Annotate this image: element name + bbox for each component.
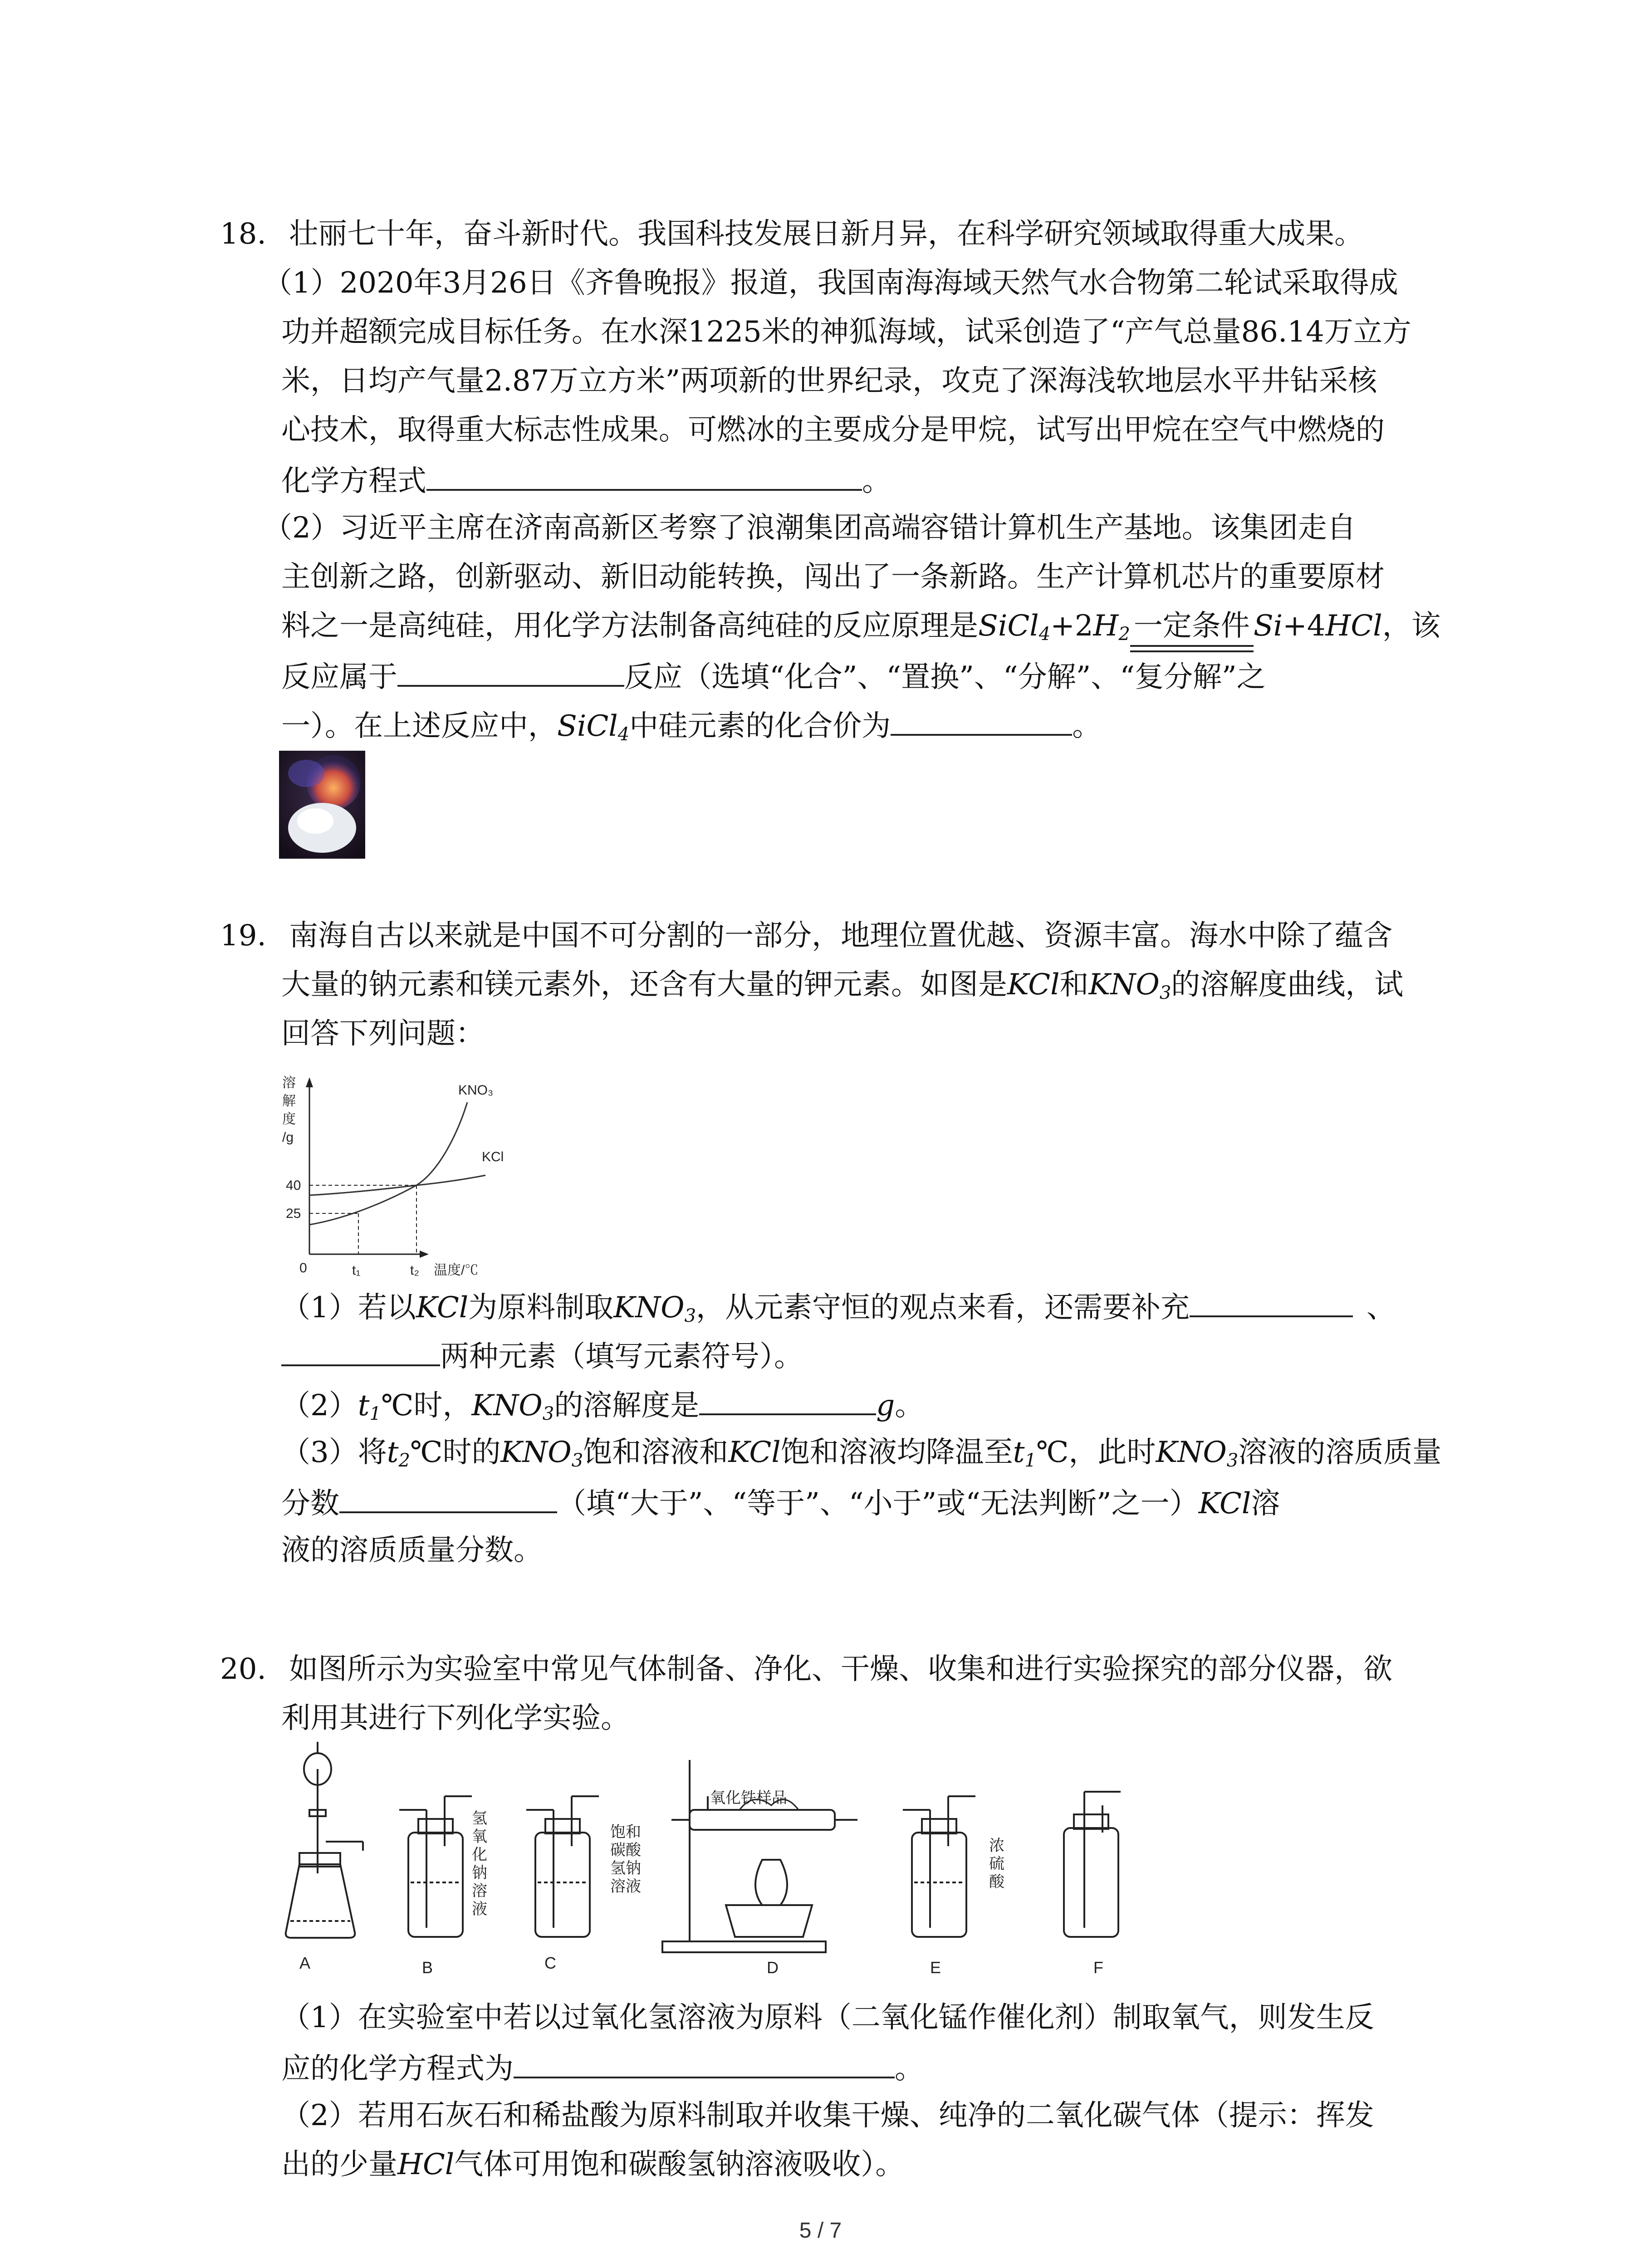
xtick-t2: t₂ [410,1263,419,1278]
q18-intro: 壮丽七十年，奋斗新时代。我国科技发展日新月异，在科学研究领域取得重大成果。 [289,217,1364,251]
q18-p2-text: 料之一是高纯硅，用化学方法制备高纯硅的反应原理是 [281,609,978,643]
q19-text: 大量的钠元素和镁元素外，还含有大量的钾元素。如图是 [281,968,1007,1002]
chart-ylabel-4: /g [282,1130,294,1145]
q20-s1-period: 。 [895,2052,924,2086]
chart-ylabel-3: 度 [282,1112,296,1127]
apparatus-a [286,1742,363,1938]
formula-kno3-4: $KNO_3$ [500,1436,583,1471]
formula-si: Si [1253,609,1283,643]
apparatus-b [399,1796,472,1937]
q19-solubility-blank[interactable] [699,1382,876,1415]
q19-s3-line-2 [281,1480,1280,1525]
q20-line-2: 利用其进行下列化学实验。 [281,1701,630,1735]
q18-p2-text2: 一）。在上述反应中， [281,709,557,743]
q20-s1-line-2 [281,2045,924,2091]
b-label-2: 氧 [472,1828,487,1845]
coef-2: +2 [1050,609,1093,643]
q18-p2-line-1: （2）习近平主席在济南高新区考察了浪潮集团高端容错计算机生产基地。该集团走自 [263,511,1356,545]
origin-label: 0 [299,1261,307,1276]
q20-s2-text: 出的少量 [281,2148,397,2181]
apparatus-f [1064,1792,1121,1937]
kno3-curve [309,1102,467,1225]
q18-p1-line-2: 功并超额完成目标任务。在水深1225米的神狐海域，试采创造了“产气总量86.14万立方 [281,315,1411,349]
q20-s2-line-2 [281,2143,904,2186]
c-label-4: 溶液 [610,1878,641,1895]
q18-p2-line-3 [281,604,1440,656]
solubility-chart [272,1064,526,1281]
b-label-5: 溶 [472,1882,487,1900]
c-label-2: 碳酸 [610,1842,641,1859]
q20-s2-line-1: （2）若用石灰石和稀盐酸为原料制取并收集干燥、纯净的二氧化碳气体（提示：挥发 [281,2099,1374,2132]
ytick-40: 40 [286,1178,301,1193]
q18-p2-line-4 [281,653,1266,699]
b-label-1: 氢 [472,1810,487,1827]
label-a: A [299,1954,311,1972]
q19-s1-line-2 [281,1333,803,1378]
temp-t1: $t_1$ [358,1389,381,1424]
q19-s1-text2: ，从元素守恒的观点来看，还需要补充 [696,1291,1190,1325]
formula-kno3-3: $KNO_3$ [471,1389,554,1424]
combustible-ice-photo [279,751,365,859]
apparatus-c [526,1796,599,1937]
q18-p2-text3: 中硅元素的化合价为 [629,709,891,743]
formula-h2: $H_2$ [1093,609,1130,645]
formula-sicl4: SiCl$_4$ [978,609,1051,645]
q19-text2: 的溶解度曲线，试 [1171,968,1404,1002]
q18-p1-line-5 [281,457,891,503]
apparatus-diagram [272,1742,1157,1996]
q18-number: 18. [220,217,266,251]
kno3-label: KNO₃ [458,1083,494,1098]
q20-s1-line-1: （1）在实验室中若以过氧化氢溶液为原料（二氧化锰作催化剂）制取氧气，则发生反 [281,2001,1374,2034]
formula-kcl-4: KCl [1198,1487,1251,1520]
label-d: D [767,1958,779,1977]
q18-p2-line-2: 主创新之路，创新驱动、新旧动能转换，闯出了一条新路。生产计算机芯片的重要原材 [281,560,1385,594]
y-axis-arrow [306,1077,313,1087]
q20-intro: 如图所示为实验室中常见气体制备、净化、干燥、收集和进行实验探究的部分仪器，欲 [289,1652,1393,1686]
q18-p2-line-5 [281,702,1101,756]
q18-p1-period: 。 [862,464,891,498]
coef-4: +4 [1283,609,1326,643]
q19-s1-label: （1）若以 [281,1291,416,1325]
q20-s2-text2: 气体可用饱和碳酸氢钠溶液吸收）。 [454,2148,905,2181]
temp-t1-2: $t_1$ [1013,1436,1036,1471]
q19-s3-line-3: 液的溶质质量分数。 [281,1534,543,1567]
label-c: C [544,1954,556,1972]
q20-equation-blank[interactable] [514,2045,895,2078]
q19-s2-text: ℃时， [381,1389,472,1422]
q18-p2-tail: ，该 [1382,609,1440,643]
temp-t2: $t_2$ [387,1436,410,1471]
q19-s3-text3: 饱和溶液均降温至 [780,1436,1013,1469]
q20-number: 20. [220,1652,266,1686]
xtick-t1: t₁ [352,1263,361,1278]
q19-s3-text6: 分数 [281,1487,339,1520]
b-label-4: 钠 [472,1864,487,1882]
formula-kcl: KCl [1007,968,1060,1002]
apparatus-e [903,1796,975,1937]
q19-line-2 [281,963,1403,1015]
unit-g: g [876,1389,895,1422]
q19-s2-period: 。 [895,1389,924,1422]
q19-line-1 [220,914,1392,958]
q18-p1-line-4: 心技术，取得重大标志性成果。可燃冰的主要成分是甲烷，试写出甲烷在空气中燃烧的 [281,413,1385,447]
chart-ylabel-1: 溶 [282,1075,296,1090]
q19-s3-text5: 溶液的溶质质量 [1238,1436,1442,1469]
q18-p1-prompt: 化学方程式 [281,464,426,498]
q19-s3-text2: 饱和溶液和 [583,1436,729,1469]
q18-p2-period: 。 [1072,709,1102,743]
b-label-6: 液 [472,1901,487,1918]
reaction-condition: 一定条件 [1130,604,1254,648]
kcl-label: KCl [482,1149,504,1164]
q20-line-1 [220,1647,1392,1691]
formula-kcl-2: KCl [416,1291,469,1325]
formula-kno3-2: $KNO_3$ [613,1291,696,1326]
q18-p1-line-3: 米，日均产气量2.87万立方米”两项新的世界纪录，攻克了深海浅软地层水平井钻采核 [281,364,1377,398]
e-label-2: 硫 [989,1855,1004,1872]
q19-intro: 南海自古以来就是中国不可分割的一部分，地理位置优越、资源丰富。海水中除了蕴含 [289,919,1393,953]
apparatus-d [662,1760,857,1952]
q18-reaction-type-blank[interactable] [397,653,624,687]
formula-kcl-3: KCl [728,1436,781,1469]
formula-kno3-5: $KNO_3$ [1156,1436,1239,1471]
q18-equation-blank[interactable] [426,457,862,491]
q19-s3-line-1 [281,1431,1441,1482]
q19-element-blank-2[interactable] [281,1333,440,1366]
x-axis-arrow [420,1251,429,1258]
q19-s2-text2: 的溶解度是 [554,1389,700,1422]
q20-s1-prompt: 应的化学方程式为 [281,2052,514,2086]
formula-hcl: HCl [1325,609,1382,643]
q19-s1-text3: 两种元素（填写元素符号）。 [440,1340,803,1374]
formula-kno3: $KNO_3$ [1088,968,1171,1003]
q18-p2-options: 反应（选填“化合”、“置换”、“分解”、“复分解”之 [624,660,1266,694]
q19-s3-options: （填“大于”、“等于”、“小于”或“无法判断”之一） [557,1487,1199,1520]
page-number: 5 / 7 [799,2219,842,2243]
q19-s3-text7: 溶 [1251,1487,1280,1520]
q19-s2-line [281,1382,924,1436]
c-label-1: 饱和 [610,1823,641,1841]
q19-line-3: 回答下列问题： [281,1017,485,1051]
q19-comparison-blank[interactable] [339,1480,557,1513]
e-label-1: 浓 [989,1837,1004,1854]
formula-sicl4-2: SiCl$_4$ [557,709,630,745]
c-label-3: 氢钠 [610,1860,641,1877]
label-f: F [1093,1958,1103,1977]
q19-s1-line-1 [281,1284,1396,1338]
q19-s3-text: ℃时的 [410,1436,501,1469]
q19-s3-label: （3）将 [281,1436,387,1469]
chart-ylabel-2: 解 [282,1094,296,1109]
q19-s2-label: （2） [281,1389,358,1422]
d-label: 氧化铁样品 [710,1789,787,1807]
formula-hcl-2: HCl [397,2148,455,2181]
q18-p1-line-1: （1）2020年3月26日《齐鲁晚报》报道，我国南海海域天然气水合物第二轮试采取得成 [263,266,1398,300]
q19-s1-text: 为原料制取 [468,1291,614,1325]
q19-s3-text4: ℃，此时 [1036,1436,1156,1469]
e-label-3: 酸 [989,1873,1004,1891]
q19-s1-sep: 、 [1366,1291,1396,1325]
b-label-3: 化 [472,1846,487,1863]
ytick-25: 25 [286,1206,301,1221]
q19-and: 和 [1059,968,1089,1002]
label-b: B [422,1958,433,1977]
label-e: E [930,1958,941,1977]
q19-element-blank-1[interactable] [1190,1284,1353,1317]
q19-number: 19. [220,919,266,953]
q18-line-1 [220,212,1363,256]
chart-xlabel: 温度/℃ [434,1263,479,1278]
q18-p2-prompt: 反应属于 [281,660,397,694]
q18-valence-blank[interactable] [891,702,1072,736]
